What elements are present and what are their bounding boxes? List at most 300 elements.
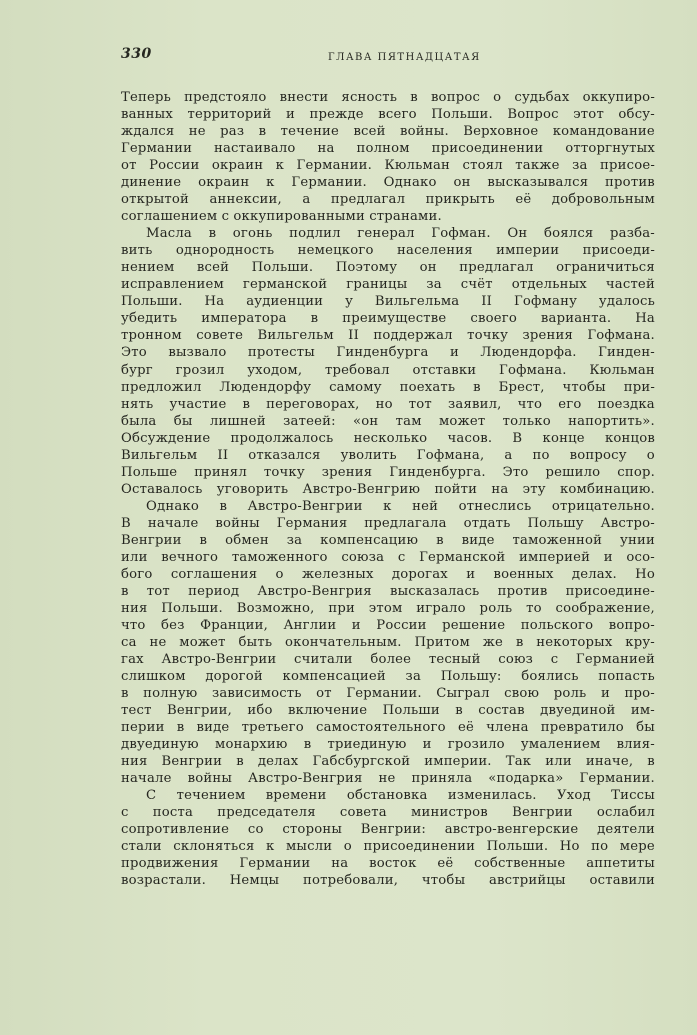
word: Так: [505, 754, 532, 770]
word: члена: [486, 720, 529, 736]
word: вызвало: [168, 345, 227, 361]
word: поездка: [597, 396, 655, 412]
word: Масла: [146, 226, 192, 242]
word: обсу-: [618, 107, 655, 123]
word: начале: [147, 515, 199, 531]
word: быть: [238, 635, 273, 650]
word: о: [343, 839, 352, 855]
word: решило: [545, 464, 601, 480]
word: на: [331, 856, 349, 872]
word: обмен: [225, 532, 269, 548]
word: Германии.: [296, 158, 373, 174]
word: у: [345, 294, 354, 310]
word: с: [550, 652, 559, 668]
word: Вильгельм: [257, 328, 334, 344]
text-line: [121, 583, 655, 600]
word: самостоятельного: [315, 720, 446, 736]
word: ванных: [121, 107, 173, 123]
word: Кюльман: [589, 362, 655, 378]
word: нением: [121, 260, 175, 276]
word: собственные: [474, 856, 566, 872]
text-line: [121, 566, 655, 583]
text-line: [121, 651, 655, 668]
word: добровольным: [551, 192, 655, 208]
word: к: [383, 498, 392, 514]
text-line: [121, 787, 655, 804]
word: II: [217, 447, 229, 463]
word: Германии: [121, 141, 193, 157]
word: империи: [496, 243, 560, 259]
text-line: [121, 225, 655, 242]
text-line: [121, 396, 655, 413]
word: а: [302, 192, 311, 208]
word: Гинденбурга: [336, 345, 429, 361]
word: аудиенции: [246, 294, 324, 310]
word: зрения: [321, 464, 373, 480]
word: прежде: [309, 107, 364, 123]
word: поста: [152, 805, 194, 821]
word: по: [532, 447, 550, 463]
word: окраин: [198, 175, 250, 191]
word: границы: [346, 277, 408, 293]
word: по: [591, 839, 609, 855]
word: ибо: [247, 703, 273, 719]
word: присоединении: [363, 839, 476, 855]
word: Польши.: [251, 260, 314, 276]
word: зрения: [522, 328, 573, 344]
word: Германии.: [291, 175, 367, 191]
word: тот: [146, 583, 170, 599]
word: при: [328, 600, 355, 616]
word: Австро-Венгрия: [257, 583, 372, 599]
word: в: [176, 720, 185, 736]
text-line: [121, 327, 655, 344]
word: прикрыть: [425, 192, 495, 208]
word: немецкого: [297, 243, 374, 259]
word: тронном: [121, 328, 182, 344]
word: Брест,: [498, 379, 545, 395]
word: аппетиты: [586, 856, 655, 872]
word: странами.: [369, 209, 442, 225]
text-line: [121, 838, 655, 855]
text-line: [121, 208, 655, 225]
word: тесный: [428, 652, 481, 668]
word: унии: [620, 532, 655, 548]
word: была: [121, 413, 157, 429]
word: этом: [368, 600, 403, 616]
text-line: [121, 140, 655, 157]
word: осо-: [626, 549, 655, 565]
word: монархию: [214, 737, 288, 753]
word: в: [219, 498, 228, 514]
word: Германии.: [346, 686, 422, 702]
word: судьбах: [514, 90, 570, 105]
word: высказалась: [389, 583, 480, 599]
word: продолжалось: [230, 430, 334, 446]
word: С: [146, 788, 157, 804]
word: предлагал: [330, 192, 406, 208]
word: и: [422, 737, 432, 753]
word: совета: [339, 805, 387, 821]
word: в: [410, 90, 418, 105]
word: сопротивление: [121, 822, 230, 838]
word: течение: [280, 124, 340, 140]
word: ния: [121, 754, 148, 770]
word: приняла: [411, 771, 473, 787]
word: отставки: [412, 362, 477, 378]
word: всего: [378, 107, 417, 123]
word: период: [188, 583, 240, 599]
word: войны: [215, 515, 260, 531]
word: отторгнутых: [565, 141, 655, 157]
word: бург: [121, 362, 153, 378]
word: отнеслись: [458, 498, 532, 514]
word: более: [370, 652, 412, 668]
word: и: [603, 549, 613, 565]
word: протесты: [247, 345, 315, 361]
word: своего: [470, 311, 517, 327]
word: высказывался: [487, 175, 589, 191]
word: деятели: [597, 822, 655, 838]
word: чтобы: [562, 379, 606, 395]
word: Немцы: [229, 873, 280, 889]
word: не: [188, 124, 206, 140]
word: затеей:: [283, 413, 336, 429]
word: точку: [263, 464, 305, 480]
word: В: [512, 430, 523, 446]
word: требовал: [325, 362, 390, 378]
word: императора: [201, 311, 287, 327]
word: а: [504, 447, 513, 463]
word: бого: [121, 566, 153, 582]
text-line: [121, 702, 655, 719]
word: соображение,: [555, 600, 655, 616]
word: Австро-Венгрии: [161, 652, 277, 668]
text-line: [121, 464, 655, 481]
word: про-: [624, 686, 655, 702]
word: Это: [121, 345, 147, 361]
word: её: [457, 720, 474, 736]
word: на: [491, 481, 509, 497]
word: открытой: [121, 192, 190, 208]
word: огонь: [232, 226, 273, 242]
text-line: [121, 242, 655, 259]
word: стороны: [282, 822, 343, 838]
text-line: [121, 344, 655, 361]
word: со: [247, 822, 264, 838]
word: Польши.: [486, 839, 549, 855]
word: Вопрос: [507, 107, 559, 123]
word: он: [419, 260, 437, 276]
word: в: [236, 754, 244, 770]
word: спор.: [617, 464, 655, 480]
word: нять: [121, 396, 154, 412]
word: Сыграл: [436, 686, 490, 702]
word: однородность: [175, 243, 275, 259]
word: отдельных: [511, 277, 587, 293]
word: за: [286, 532, 303, 548]
word: таможенной: [512, 532, 603, 548]
text-line: [121, 872, 655, 889]
word: умалением: [520, 737, 601, 753]
word: Австро-Венгрию: [302, 481, 421, 497]
word: Тиссы: [611, 788, 655, 804]
word: о: [493, 90, 502, 105]
text-line: [121, 293, 655, 310]
word: Гинденбурга.: [389, 464, 486, 480]
word: Англии: [283, 617, 337, 633]
word: иначе,: [585, 754, 634, 770]
word: комбинацию.: [559, 481, 655, 497]
word: бы: [636, 720, 655, 736]
word: от: [316, 686, 332, 702]
word: предлагала: [364, 515, 447, 531]
word: предложил: [121, 379, 202, 395]
word: удалось: [598, 294, 655, 310]
word: германской: [242, 277, 328, 293]
word: военных: [493, 566, 554, 582]
word: вечного: [161, 549, 219, 565]
word: генерал: [357, 226, 415, 242]
text-line: [121, 770, 655, 787]
word: Возможно,: [236, 600, 315, 616]
word: вопросу: [569, 447, 627, 463]
word: изменилась.: [447, 788, 537, 804]
word: дорогой: [205, 669, 263, 685]
word: заявил,: [447, 396, 502, 412]
word: Польши.: [121, 294, 183, 310]
word: Германии.: [579, 771, 655, 787]
word: мысли: [285, 839, 333, 855]
word: в: [515, 635, 524, 650]
word: же: [482, 635, 504, 650]
word: её: [437, 856, 454, 872]
word: о: [646, 447, 655, 463]
word: без: [161, 617, 185, 633]
word: делах: [257, 754, 299, 770]
text-line: [121, 498, 655, 515]
word: в: [258, 124, 267, 140]
word: министров: [411, 805, 488, 821]
text-line: [121, 685, 655, 702]
word: присоеди-: [582, 243, 655, 259]
word: к: [275, 158, 285, 174]
word: в: [242, 396, 251, 412]
word: соглашением: [121, 209, 218, 225]
word: с: [397, 549, 406, 565]
word: Австро-Венгрии: [247, 498, 363, 514]
word: На: [204, 294, 225, 310]
word: ждался: [121, 124, 175, 140]
word: Польши.: [431, 107, 493, 123]
text-line: [121, 549, 655, 566]
word: там: [395, 413, 422, 429]
word: перии: [121, 720, 165, 736]
word: попасть: [598, 669, 655, 685]
word: командование: [552, 124, 655, 140]
word: пойти: [434, 481, 478, 497]
text-line: [121, 191, 655, 208]
running-head: ГЛАВА ПЯТНАДЦАТАЯ: [328, 52, 481, 63]
word: Гофман.: [431, 226, 491, 242]
word: убедить: [121, 311, 178, 327]
word: «подарка»: [488, 771, 564, 787]
word: чтобы: [421, 873, 466, 889]
word: Габсбургской: [312, 754, 411, 770]
word: времени: [265, 788, 327, 804]
word: Польшу:: [440, 669, 502, 685]
word: Польше: [121, 464, 178, 480]
word: Венгрии,: [166, 703, 232, 719]
word: Верховное: [463, 124, 539, 140]
word: боялись: [521, 669, 579, 685]
word: от: [121, 158, 137, 174]
word: мере: [619, 839, 655, 855]
word: за: [426, 277, 442, 293]
word: внести: [279, 90, 329, 105]
word: зависимость: [211, 686, 302, 702]
text-line: [121, 123, 655, 140]
word: вопро-: [608, 617, 655, 633]
word: стоял: [462, 158, 503, 174]
text-line: [121, 515, 655, 532]
word: разба-: [610, 226, 655, 242]
word: и: [449, 345, 459, 361]
word: влия-: [616, 737, 655, 753]
word: не: [378, 771, 396, 787]
word: полную: [143, 686, 198, 702]
word: Кюльман: [384, 158, 451, 174]
word: о: [275, 566, 284, 582]
text-line: [121, 481, 655, 498]
word: в: [121, 583, 129, 599]
word: Уход: [556, 788, 591, 804]
word: эту: [522, 481, 546, 497]
word: таможенного: [231, 549, 328, 565]
word: точку: [467, 328, 509, 344]
word: слишком: [121, 669, 186, 685]
word: присоединении: [431, 141, 544, 157]
word: дорогах: [391, 566, 448, 582]
word: Австро-Венгрия: [248, 771, 363, 787]
word: к: [266, 839, 275, 855]
word: некоторых: [536, 635, 613, 650]
word: роль: [479, 600, 513, 616]
word: тест: [121, 703, 152, 719]
word: австро-венгерские: [444, 822, 579, 838]
text-line: [121, 668, 655, 685]
word: не: [149, 635, 167, 650]
word: включение: [288, 703, 368, 719]
word: свою: [504, 686, 540, 702]
word: виде: [461, 532, 495, 548]
word: и: [600, 686, 610, 702]
word: Венгрии: [121, 532, 182, 548]
word: им-: [630, 703, 655, 719]
word: гах: [121, 652, 144, 668]
word: Но: [559, 839, 580, 855]
word: потребовали,: [302, 873, 399, 889]
word: двуединую: [121, 737, 199, 753]
word: к: [266, 175, 275, 191]
word: ния: [121, 600, 148, 616]
word: Гофмана.: [587, 328, 655, 344]
word: и: [466, 566, 476, 582]
word: и: [286, 107, 295, 123]
word: председателя: [217, 805, 316, 821]
word: России: [376, 617, 427, 633]
word: отказался: [248, 447, 321, 463]
word: что: [121, 617, 146, 633]
word: «он: [353, 413, 379, 429]
text-line: [121, 855, 655, 872]
text-line: [121, 430, 655, 447]
word: восток: [369, 856, 417, 872]
word: в: [310, 311, 319, 327]
text-line: [121, 821, 655, 838]
word: окраин: [211, 158, 264, 174]
word: оккупированными: [233, 209, 365, 225]
word: в: [121, 686, 129, 702]
word: склоняться: [173, 839, 255, 855]
word: или: [121, 549, 148, 565]
word: Но: [635, 566, 655, 582]
word: несколько: [353, 430, 428, 446]
word: конце: [542, 430, 585, 446]
word: может: [438, 413, 486, 429]
word: польского: [520, 617, 594, 633]
text-line: [121, 753, 655, 770]
word: продвижения: [121, 856, 219, 872]
word: самому: [329, 379, 382, 395]
word: Обсуждение: [121, 430, 211, 446]
word: триединую: [327, 737, 407, 753]
word: Польши.: [161, 600, 223, 616]
word: уговорить: [216, 481, 289, 497]
word: Однако: [146, 498, 199, 514]
word: уходом,: [247, 362, 303, 378]
word: Польшу: [527, 515, 584, 531]
word: в: [436, 532, 444, 548]
word: роль: [553, 686, 587, 702]
word: совете: [196, 328, 244, 344]
word: империи.: [424, 754, 492, 770]
text-line: [121, 310, 655, 327]
text-line: [121, 719, 655, 736]
word: и: [351, 617, 361, 633]
text-line: [121, 447, 655, 464]
word: за: [405, 669, 422, 685]
word: что: [517, 396, 543, 412]
word: динение: [121, 175, 182, 191]
word: боялся: [543, 226, 594, 242]
word: компенсацией: [282, 669, 386, 685]
word: исправлением: [121, 277, 224, 293]
word: австрийцы: [488, 873, 566, 889]
word: в: [199, 532, 208, 548]
text-line: [121, 600, 655, 617]
word: союз: [498, 652, 534, 668]
word: превратило: [540, 720, 624, 736]
word: войны: [187, 771, 233, 787]
word: Германия: [276, 515, 348, 531]
word: на: [317, 141, 335, 157]
word: Германией: [575, 652, 655, 668]
word: полном: [356, 141, 410, 157]
word: бы: [173, 413, 193, 429]
word: поехать: [399, 379, 456, 395]
word: Людендорфу: [219, 379, 312, 395]
